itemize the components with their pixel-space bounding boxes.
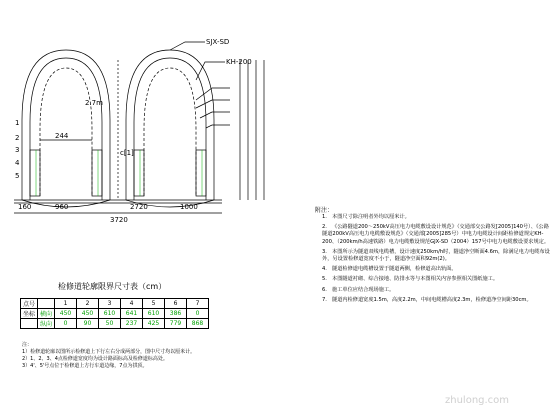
header-cell: 2 — [77, 299, 99, 309]
dim-244: 244 — [55, 132, 69, 140]
pt-left-4: 4 — [15, 159, 20, 167]
table-cell: 386 — [165, 309, 187, 319]
table-note: 2）1、2、3、4点检修道宽度均为设计路面标高及检修道标高处。 — [22, 356, 168, 362]
note-item — [322, 249, 554, 263]
table-cell: 50 — [99, 319, 121, 329]
right-clearance-dashed — [144, 68, 196, 196]
note-item — [322, 297, 554, 304]
note-num: 1. — [322, 214, 327, 220]
left-tunnel-outer-lining — [22, 50, 110, 200]
table-cell: 450 — [55, 309, 77, 319]
row-sub: 横向 — [38, 309, 55, 319]
header-cell — [38, 299, 55, 309]
table-title: 检修道轮廓限界尺寸表（cm） — [58, 282, 167, 291]
table-row — [21, 309, 209, 319]
right-tunnel-inner-lining — [134, 58, 206, 200]
table-cell: 237 — [121, 319, 143, 329]
header-cell: 1 — [55, 299, 77, 309]
note-num: 3. — [322, 248, 327, 255]
header-cell: 7 — [187, 299, 209, 309]
note-item — [322, 276, 554, 283]
left-walkway-box — [30, 150, 40, 196]
note-text: 隧道内检修道宽度1.5m，高度2.2m，中间电缆槽高度2.3m，检修道净空间距30cm。 — [332, 296, 532, 303]
dim-1000: 1000 — [180, 203, 198, 211]
label-kh: KH-200 — [226, 58, 252, 66]
row-sub: 纵向 — [38, 319, 55, 329]
notes-title: 附注： — [315, 207, 334, 214]
note-num: 4. — [322, 266, 327, 273]
note-mid: 2.7m — [85, 99, 103, 107]
pt-left-3: 3 — [15, 146, 20, 154]
note-item — [322, 224, 554, 246]
header-cell: 点号 — [21, 299, 38, 309]
right-tunnel-outer-lining — [126, 50, 214, 200]
label-sjx: SJX-SD — [206, 38, 230, 46]
table-cell: 868 — [187, 319, 209, 329]
dim-160: 160 — [18, 203, 32, 211]
note-item — [322, 266, 554, 273]
pt-left-5: 5 — [15, 172, 20, 180]
dim-960: 960 — [55, 203, 69, 211]
right-walkway-box — [196, 150, 206, 196]
note-item — [322, 287, 554, 294]
note-text: 《公路隧道200～250kV高压电力电缆敷设设计规范》（交通部交公路发[2005]140号）、《公路隧道200kV高压电力电缆敷设规范》（交通部[2005]285号）中电力电缆设计间距检修道规定KH-200、（200km/h高速铁路）电力电缆敷设规范GJX-SD（2004）157号中电力电缆敷设要求规定。 — [322, 224, 550, 245]
dim-2720: 2720 — [130, 203, 148, 211]
dim-total: 3720 — [110, 216, 128, 224]
table-cell: 425 — [143, 319, 165, 329]
pt-left-1: 1 — [15, 119, 20, 127]
note-text: 本图尺寸除注明者外均以厘米计。 — [332, 214, 410, 220]
header-cell: 3 — [99, 299, 121, 309]
row-label — [21, 319, 38, 329]
leader-sjx — [170, 42, 205, 50]
table-header-row — [21, 299, 209, 309]
note-text: 本图所示为隧道双线电缆槽，设计速度250km/h时，隧道净空断面4.6m，除满足电力电缆布设外，另设置检修道宽度不小于，隧道净空面积92m(2)。 — [322, 248, 550, 263]
table-cell: 610 — [99, 309, 121, 319]
table-note: 1）检修道轮廓以图所示检修道上下行左右分成两部分，图中尺寸均以厘米计。 — [22, 349, 196, 355]
note-num: 5. — [322, 276, 327, 283]
header-cell: 4 — [121, 299, 143, 309]
left-tunnel-inner-lining — [30, 58, 102, 200]
pt-left-2: 2 — [15, 134, 20, 142]
row-label: 坐标 — [21, 309, 38, 319]
table-cell: 450 — [77, 309, 99, 319]
leader-3 — [200, 112, 230, 118]
note-num: 2. — [322, 224, 327, 231]
note-text: 施工单位应结合现场施工。 — [332, 286, 395, 293]
note-num: 6. — [322, 286, 327, 293]
watermark: zhulong.com — [445, 395, 510, 406]
header-cell: 5 — [143, 299, 165, 309]
notes-list — [322, 214, 554, 307]
green-hatch — [36, 150, 202, 196]
clearance-table — [20, 298, 209, 329]
leader-4 — [206, 125, 230, 128]
leader-kh — [196, 62, 225, 80]
note-item — [322, 214, 554, 221]
center-box-right — [134, 150, 144, 196]
dim-vertical-right — [240, 60, 264, 200]
table-cell: 90 — [77, 319, 99, 329]
table-row — [21, 319, 209, 329]
note-num: 7. — [322, 296, 327, 303]
table-cell: 610 — [143, 309, 165, 319]
table-cell: 0 — [55, 319, 77, 329]
table-notes — [22, 342, 240, 370]
table-cell: 0 — [187, 309, 209, 319]
table-note: 3）4'、5'号点位于检修道上方行车道边缘，7点为拱顶。 — [22, 363, 148, 369]
table-cell: 641 — [121, 309, 143, 319]
label-c1: c[1] — [120, 149, 134, 157]
header-cell: 6 — [165, 299, 187, 309]
note-text: 隧道检修道电缆槽设置于隧道两侧，检修道高出轨面。 — [332, 266, 457, 273]
table-cell: 779 — [165, 319, 187, 329]
table-note: 注： — [22, 342, 33, 348]
note-text: 本图隧道衬砌、综合接地、防排水等与本图相关内容参照相关图纸施工。 — [332, 276, 499, 283]
center-box-left — [92, 150, 102, 196]
